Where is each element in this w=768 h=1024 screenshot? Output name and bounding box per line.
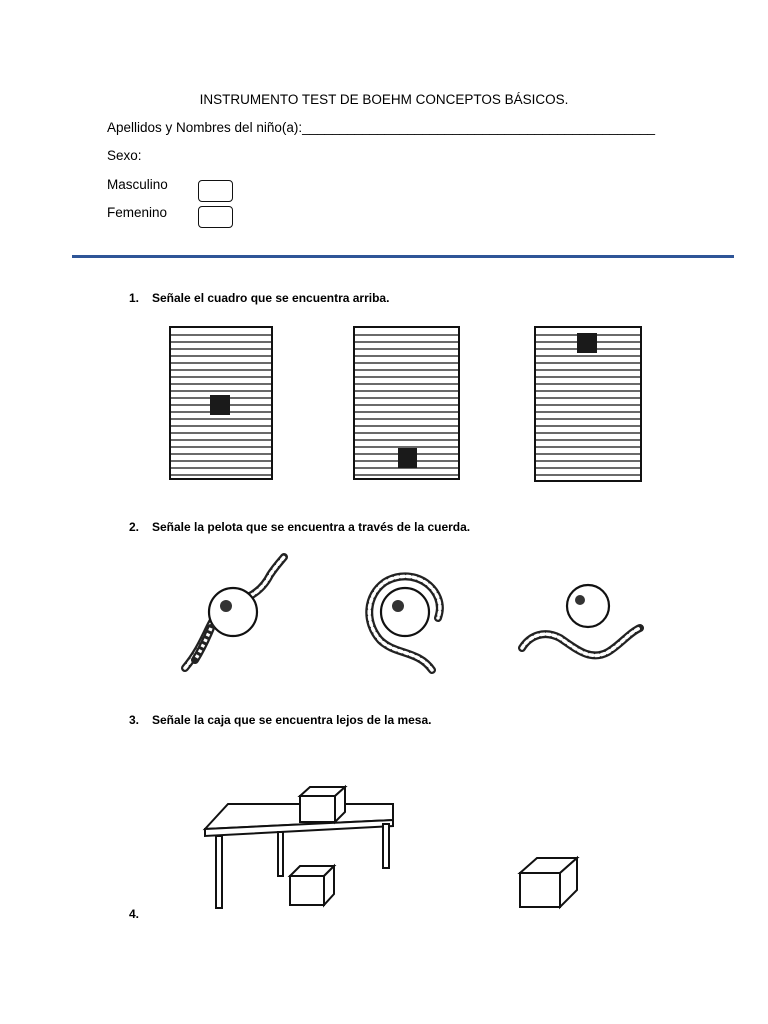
far-box-option[interactable] xyxy=(520,858,577,907)
question-3-text: Señale la caja que se encuentra lejos de la mesa. xyxy=(152,713,432,727)
question-2-number: 2. xyxy=(129,520,140,534)
question-1-text: Señale el cuadro que se encuentra arriba. xyxy=(152,291,390,305)
question-4-number: 4. xyxy=(129,907,140,921)
question-2-text: Señale la pelota que se encuentra a través de la cuerda. xyxy=(152,520,471,534)
page-title: INSTRUMENTO TEST DE BOEHM CONCEPTOS BÁSICOS. xyxy=(199,92,569,107)
male-label: Masculino xyxy=(107,177,168,192)
question-3-number: 3. xyxy=(129,713,140,727)
table-figure xyxy=(205,787,393,908)
question-4 xyxy=(129,907,152,921)
name-blank-line[interactable]: _______________________________________________ xyxy=(302,120,655,135)
sex-label: Sexo: xyxy=(107,148,142,163)
question-1-number: 1. xyxy=(129,291,140,305)
female-label: Femenino xyxy=(107,205,168,220)
name-label: Apellidos y Nombres del niño(a): xyxy=(107,120,303,135)
